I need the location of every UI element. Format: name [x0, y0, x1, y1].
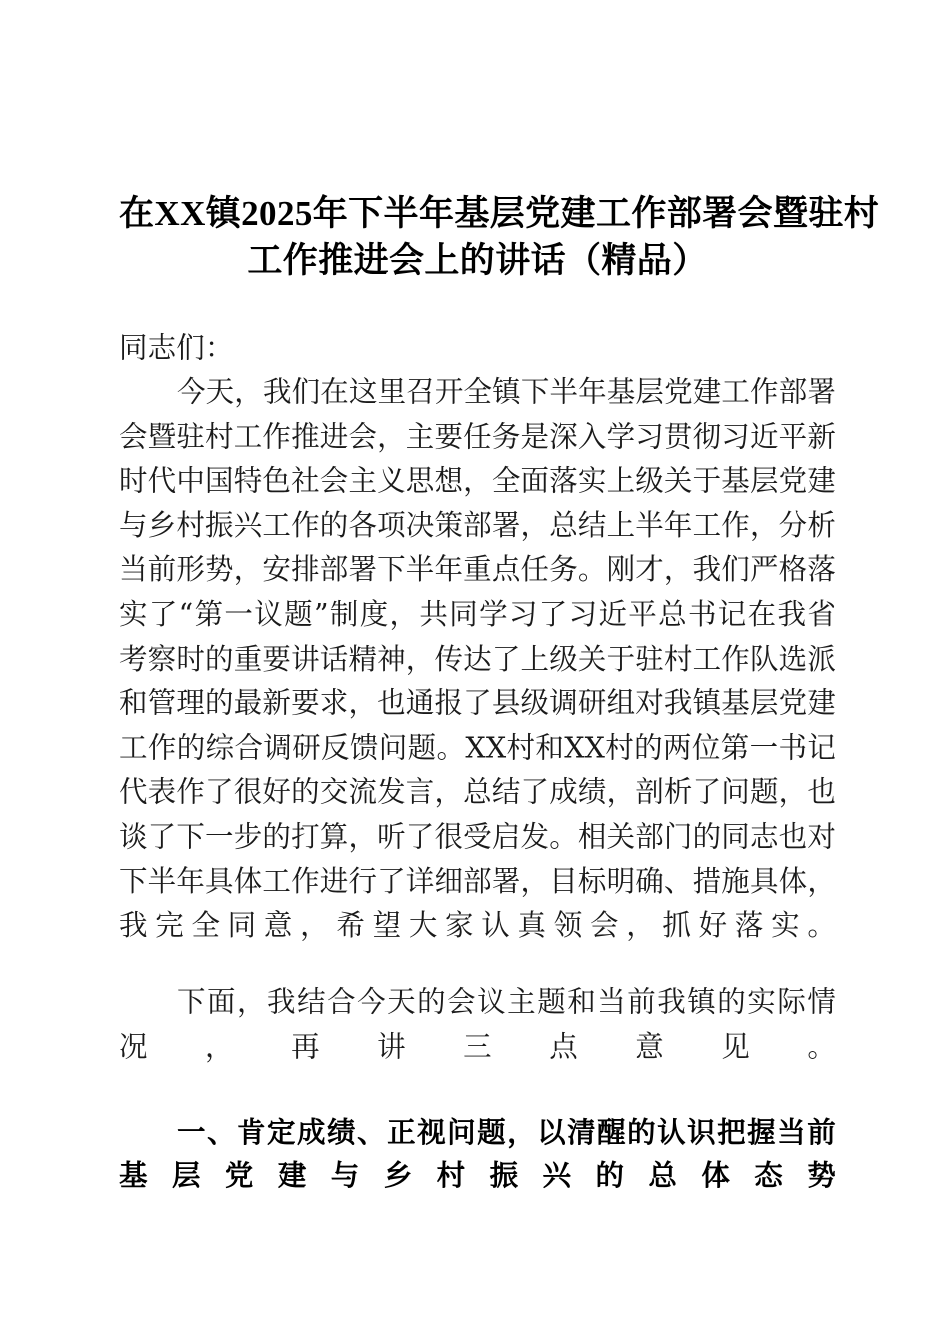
- page-title: [119, 0, 880, 284]
- body-paragraph-2: 下面，我结合今天的会议主题和当前我镇的实际情况，再讲三点意见。: [119, 985, 836, 1064]
- body-paragraph-1: 今天，我们在这里召开全镇下半年基层党建工作部署会暨驻村工作推进会，主要任务是深入学习贯彻习近平新时代中国特色社会主义思想，全面落实上级关于基层党建与乡村振兴工作的各项决策部署，总结上半年工作，分析当前形势，安排部署下半年重点任务。刚才，我们严格落实了“第一议题”制度，共同学习了习近平总书记在我省考察时的重要讲话精神，传达了上级关于驻村工作队选派和管理的最新要求，也通报了县级调研组对我镇基层党建工作的综合调研反馈问题。XX村和XX村的两位第一书记代表作了很好的交流发言，总结了成绩，剖析了问题，也谈了下一步的打算，听了很受启发。相关部门的同志也对下半年具体工作进行了详细部署，目标明确、措施具体，我完全同意，希望大家认真领会，抓好落实。: [119, 374, 836, 942]
- section-heading-1: 一、肯定成绩、正视问题，以清醒的认识把握当前基层党建与乡村振兴的总体态势: [119, 1114, 836, 1193]
- document-body: [119, 326, 836, 1241]
- title-line-1: 在XX镇2025年下半年基层党建工作部署会暨驻村: [119, 194, 880, 233]
- salutation-line: 同志们：: [119, 331, 234, 365]
- document-content-column: [119, 0, 880, 1241]
- title-line-2: 工作推进会上的讲话（精品）: [247, 241, 708, 280]
